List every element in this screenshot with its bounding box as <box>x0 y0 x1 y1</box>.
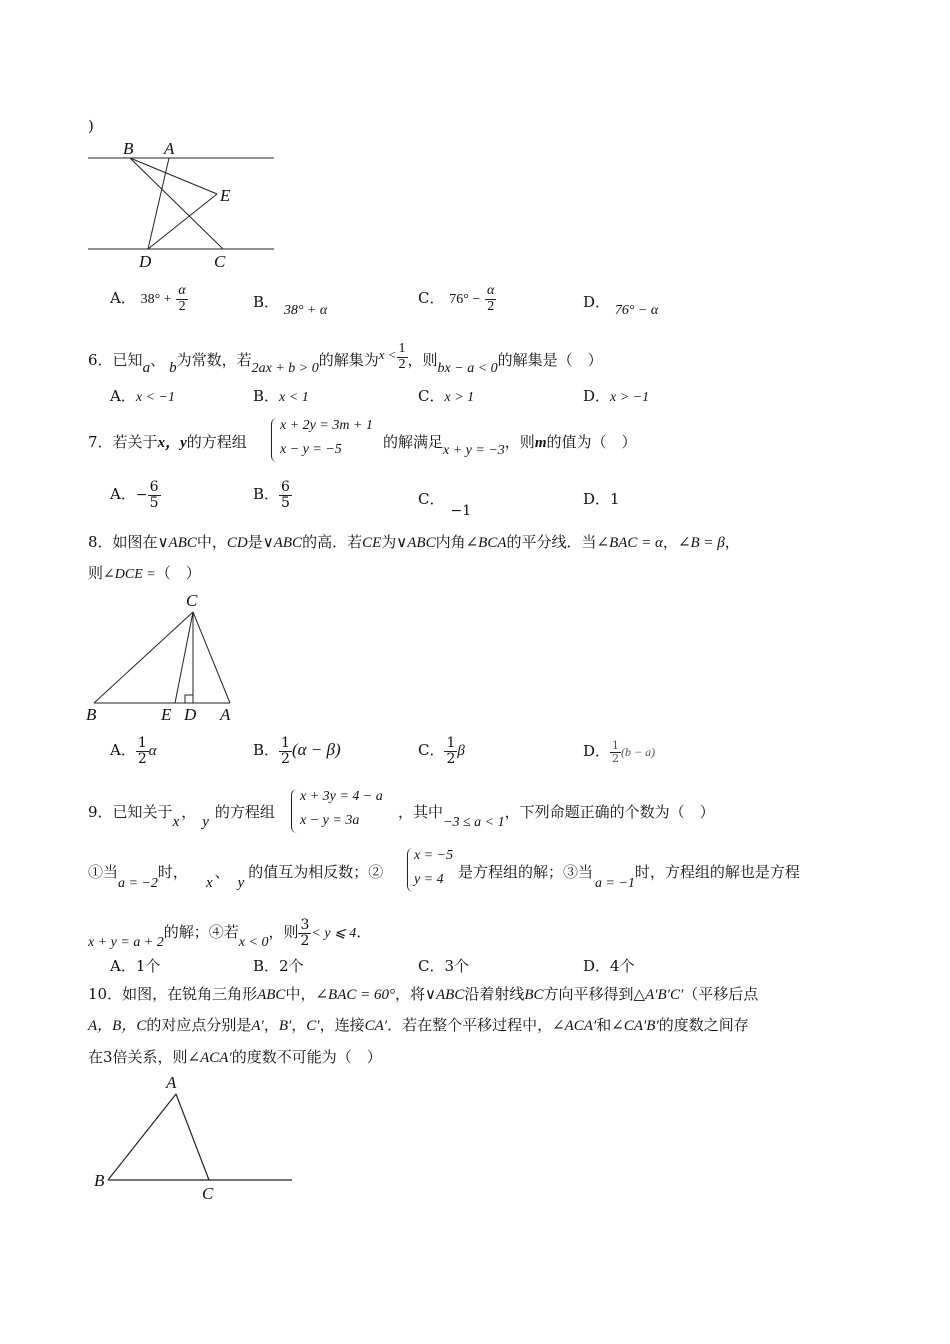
q7-stem-right: 的解满足x + y = −3，则m的值为（ ） <box>383 433 637 458</box>
q5-label-d: D <box>139 252 152 271</box>
q10-label-c: C <box>202 1184 214 1203</box>
q8-line1-seg-6: 的高．若 <box>302 533 363 551</box>
q6-option-c[interactable]: C．x > 1 <box>418 387 475 405</box>
q10-line2-seg-8: CA′ <box>364 1018 388 1034</box>
q8-line1-seg-9: ∨ABC <box>396 535 436 551</box>
q10-side-ab <box>108 1094 176 1180</box>
q10-line1-seg-8: 方向平移得到 <box>543 985 634 1003</box>
q10-line1-seg-5: ∨ABC <box>425 987 465 1003</box>
q10-line2-seg-11: 和 <box>596 1016 612 1034</box>
q5-option-c[interactable]: C． 76° − $\frac{\alpha}{2}$ <box>418 283 495 314</box>
q10-line1-seg-9: △A′B′C′ <box>633 987 684 1003</box>
q7-option-c[interactable]: C．−1 <box>418 490 472 519</box>
q10-label-a: A <box>166 1073 177 1092</box>
q8-option-d[interactable]: D． $\frac{1}{2}$ (b − a) <box>583 739 656 765</box>
q8-option-c[interactable]: C． $\frac{1}{2}$ β <box>418 735 465 767</box>
q10-line2-seg-9: ．若在整个平移过程中， <box>387 1016 553 1034</box>
q5-label-b: B <box>123 139 134 158</box>
q10-line1-seg-7: BC <box>524 987 544 1003</box>
q8-option-b[interactable]: B． $\frac{1}{2}$ (α − β) <box>253 735 341 767</box>
q10-line2-seg-13: 的度数之间存 <box>658 1016 749 1034</box>
q10-line3-seg-2: 的度数不可能为（ ） <box>231 1048 382 1066</box>
q7-eq2: x − y = −5 <box>280 442 342 457</box>
q5-label-e: E <box>220 186 231 205</box>
q8-line1-seg-4: 是 <box>247 533 263 551</box>
q10-line2-seg-1: 的对应点分别是 <box>146 1016 252 1034</box>
q5-stem-tail: ) <box>88 117 94 135</box>
q8-line1-seg-12: 的平分线．当 <box>506 533 597 551</box>
q8-figure <box>80 588 250 728</box>
q7-stem-left: 7．若关于x，y的方程组 <box>88 433 247 451</box>
q8-label-b: B <box>86 705 97 724</box>
q5-option-d[interactable]: D． 76° − α <box>583 293 659 318</box>
q10-line1-seg-2: 中， <box>285 985 316 1003</box>
q5-option-c-fraction: $\frac{\alpha}{2}$ <box>487 283 495 314</box>
q10-line3-seg-0: 在3倍关系，则 <box>88 1048 188 1066</box>
q10-line2-seg-0: A，B，C <box>88 1018 147 1034</box>
q9-eq2: x − y = 3a <box>300 813 360 828</box>
q8-label-a: A <box>220 705 231 724</box>
q9-option-b[interactable]: B．2个 <box>253 957 304 975</box>
q8-line1-seg-16: ， <box>724 533 740 551</box>
q5-segment-bc <box>130 158 223 249</box>
q10-line1-seg-4: ，将 <box>395 985 426 1003</box>
q8-side-ca <box>193 612 230 703</box>
q10-stem-line1: 10．如图，在锐角三角形ABC中，∠BAC = 60°，将∨ABC沿着射线BC方向平移得到△A′B′C′（平移后点 <box>88 985 759 1003</box>
q5-option-b[interactable]: B． 38° + α <box>253 293 328 318</box>
q8-line1-seg-8: 为 <box>381 533 397 551</box>
q9-system-brace <box>291 789 298 833</box>
q10-line1-seg-3: ∠BAC = 60° <box>315 987 395 1003</box>
q10-line1-seg-10: （平移后点 <box>683 985 759 1003</box>
q7-eq1: x + 2y = 3m + 1 <box>280 418 373 433</box>
q8-line1-seg-1: ∨ABC <box>157 535 197 551</box>
q6-option-a[interactable]: A．x < −1 <box>110 387 175 405</box>
q8-line1-seg-7: CE <box>362 535 382 551</box>
q8-line1-seg-13: ∠BAC = α <box>596 535 663 551</box>
q8-line1-seg-5: ∨ABC <box>262 535 303 551</box>
q10-line1-seg-0: 如图，在锐角三角形 <box>122 985 258 1003</box>
q5-figure <box>80 138 290 273</box>
q10-line2-seg-12: ∠CA′B′ <box>611 1018 659 1034</box>
q8-line1-seg-3: CD <box>226 535 248 551</box>
q7-option-d[interactable]: D．1 <box>583 490 620 508</box>
q8-stem-line2: 则∠DCE =（ ） <box>88 564 201 582</box>
q5-option-a-fraction: $\frac{\alpha}{2}$ <box>178 283 186 314</box>
q8-option-a[interactable]: A． $\frac{1}{2}$ α <box>110 735 157 767</box>
q7-system-brace <box>271 418 278 462</box>
q10-line1-seg-1: ABC <box>257 987 286 1003</box>
q10-line2-seg-10: ∠ACA′ <box>552 1018 597 1034</box>
q10-stem-line3 <box>88 1049 382 1067</box>
q5-segment-be <box>130 158 217 194</box>
q10-figure <box>86 1070 301 1205</box>
q10-line1-seg-6: 沿着射线 <box>464 985 525 1003</box>
q9-eq1: x + 3y = 4 − a <box>300 789 383 804</box>
q8-line1-seg-15: ∠B = β <box>677 535 725 551</box>
q8-line1-seg-0: 如图在 <box>112 533 158 551</box>
q10-line2-seg-2: A′ <box>251 1018 264 1034</box>
q8-label-c: C <box>186 591 198 610</box>
q10-line2-seg-5: ， <box>291 1016 307 1034</box>
q8-line1-seg-10: 内角 <box>435 533 466 551</box>
q6-stem: 6．已知a、 b为常数，若2ax + b > 0的解集为x < $\frac{1}{2}$ ，则bx − a < 0的解集是（ ） <box>88 341 603 377</box>
q9-statements-line2: x + y = a + 2的解；④若x < 0，则 $\frac{3}{2}$ < y ⩽ 4． <box>88 917 372 951</box>
q7-option-a[interactable]: A．− $\frac{6}{5}$ <box>110 479 159 511</box>
q8-right-angle-mark <box>185 695 193 703</box>
q10-side-ac <box>176 1094 209 1180</box>
q6-option-b[interactable]: B．x < 1 <box>253 387 309 405</box>
q10-line2-seg-3: ， <box>263 1016 279 1034</box>
q10-line2-seg-4: B′ <box>278 1018 292 1034</box>
q8-line1-seg-2: 中， <box>196 533 227 551</box>
q10-line2-seg-6: C′ <box>306 1018 320 1034</box>
q9-stem-left: 9．已知关于x，y的方程组 <box>88 803 275 830</box>
q9-statement2-brace <box>407 848 414 892</box>
q9-s2-eq2: y = 4 <box>414 872 444 887</box>
q8-line1-seg-14: ， <box>662 533 678 551</box>
q6-option-d[interactable]: D．x > −1 <box>583 387 650 405</box>
q9-stem-right: ，其中−3 ≤ a < 1，下列命题正确的个数为（ ） <box>398 803 715 830</box>
q5-label-c: C <box>214 252 226 271</box>
q7-option-b[interactable]: B． $\frac{6}{5}$ <box>253 479 290 511</box>
q10-line3-seg-1: ∠ACA′ <box>187 1050 232 1066</box>
q8-label-d: D <box>184 705 197 724</box>
q9-statements-line1-right: 是方程组的解；③当a = −1时，方程组的解也是方程 <box>458 863 800 891</box>
q10-line2-seg-7: ，连接 <box>319 1016 365 1034</box>
q9-option-d[interactable]: D．4个 <box>583 957 635 975</box>
q9-s2-eq1: x = −5 <box>414 848 454 863</box>
q5-option-a[interactable]: A． 38° + $\frac{\alpha}{2}$ <box>110 283 186 314</box>
q8-line1-seg-11: ∠BCA <box>465 535 507 551</box>
q10-stem-line2 <box>88 1017 749 1035</box>
q9-option-a[interactable]: A．1个 <box>110 957 161 975</box>
q10-label-b: B <box>94 1171 105 1190</box>
q9-option-c[interactable]: C．3个 <box>418 957 470 975</box>
q8-label-e: E <box>161 705 172 724</box>
q8-stem-line1: 8．如图在∨ABC中，CD是∨ABC的高．若CE为∨ABC内角∠BCA的平分线．当∠BAC = α，∠B = β， <box>88 533 740 551</box>
q5-label-a: A <box>164 139 175 158</box>
q9-statements-line1: ①当a = −2时，x、y的值互为相反数；② <box>88 863 384 891</box>
